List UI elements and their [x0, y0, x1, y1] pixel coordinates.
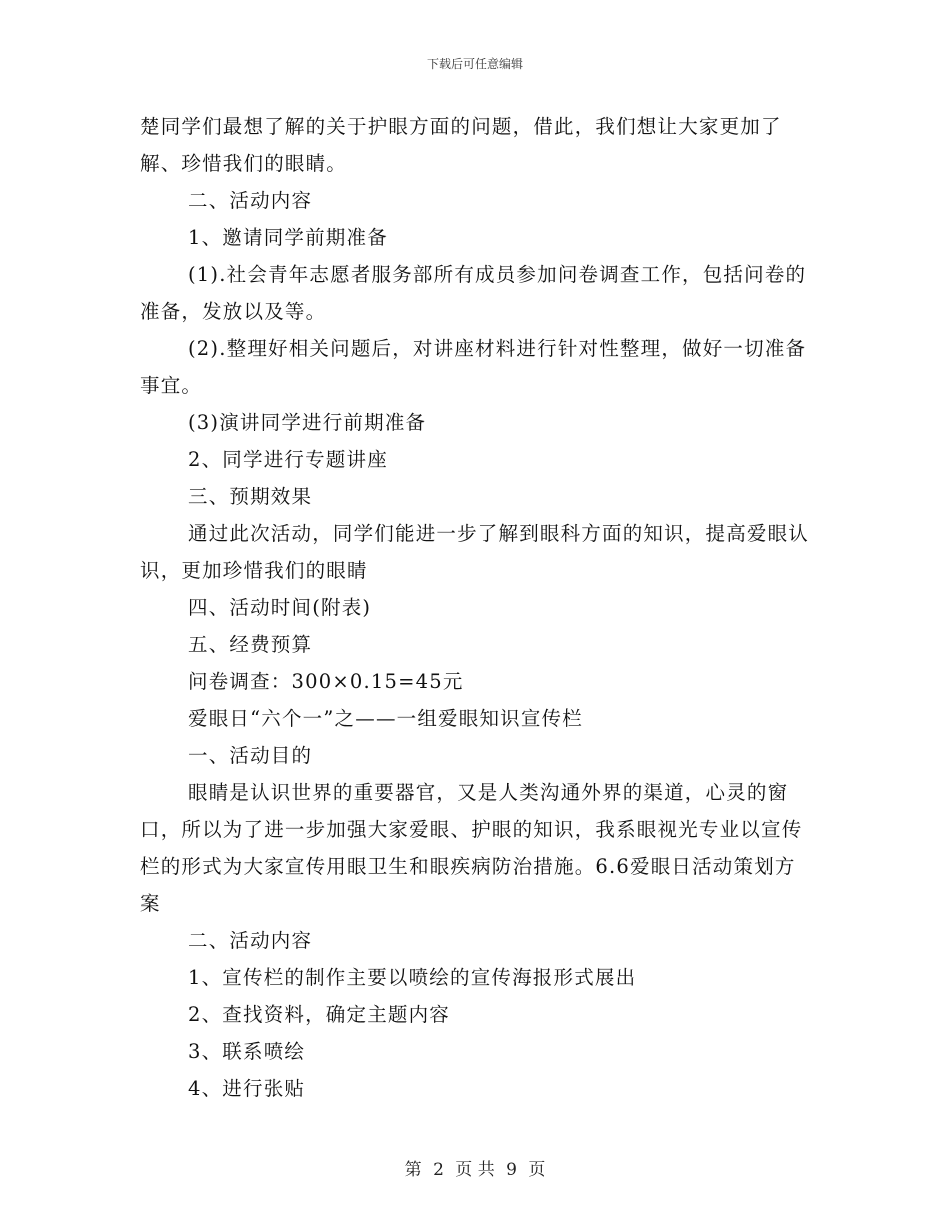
list-item: (2).整理好相关问题后，对讲座材料进行针对性整理，做好一切准备事宜。	[140, 337, 807, 397]
paragraph: 眼睛是认识世界的重要器官，又是人类沟通外界的渠道，心灵的窗口，所以为了进一步加强大家爱眼、护眼的知识，我系眼视光专业以宣传栏的形式为大家宣传用眼卫生和眼疾病防治措施。6.6爱眼日活动策划方案	[140, 781, 803, 915]
subtitle: 爱眼日“六个一”之——一组爱眼知识宣传栏	[188, 707, 583, 730]
budget-line: 问卷调查：300×0.15=45元	[188, 670, 464, 693]
section-heading-activity-time: 四、活动时间(附表)	[188, 596, 372, 619]
section-heading-activity-content: 二、活动内容	[188, 189, 313, 212]
section-heading-activity-content: 二、活动内容	[188, 929, 313, 952]
page-footer	[0, 1155, 950, 1180]
list-item: 1、宣传栏的制作主要以喷绘的宣传海报形式展出	[188, 966, 637, 989]
section-heading-expected-effect: 三、预期效果	[188, 485, 313, 508]
page-header: 下载后可任意编辑	[426, 57, 523, 71]
list-item: (1).社会青年志愿者服务部所有成员参加问卷调查工作，包括问卷的准备，发放以及等。	[140, 263, 807, 323]
list-item: 2、查找资料，确定主题内容	[188, 1003, 451, 1026]
footer-prefix: 第	[404, 1160, 422, 1180]
footer-suffix: 页	[528, 1160, 546, 1180]
section-heading-activity-purpose: 一、活动目的	[188, 744, 313, 767]
paragraph: 通过此次活动，同学们能进一步了解到眼科方面的知识，提高爱眼认识，更加珍惜我们的眼睛	[140, 522, 810, 582]
list-item: 3、联系喷绘	[188, 1040, 306, 1063]
document-body	[140, 108, 812, 1107]
current-page-number: 2	[433, 1160, 444, 1180]
total-pages-number: 9	[506, 1160, 517, 1180]
paragraph-continuation: 楚同学们最想了解的关于护眼方面的问题，借此，我们想让大家更加了解、珍惜我们的眼睛。	[140, 115, 782, 175]
list-item: 4、进行张贴	[188, 1077, 306, 1100]
list-item: 1、邀请同学前期准备	[188, 226, 388, 249]
footer-middle: 页 共	[455, 1160, 495, 1180]
list-item: (3)演讲同学进行前期准备	[188, 411, 427, 434]
section-heading-budget: 五、经费预算	[188, 633, 313, 656]
list-item: 2、同学进行专题讲座	[188, 448, 388, 471]
